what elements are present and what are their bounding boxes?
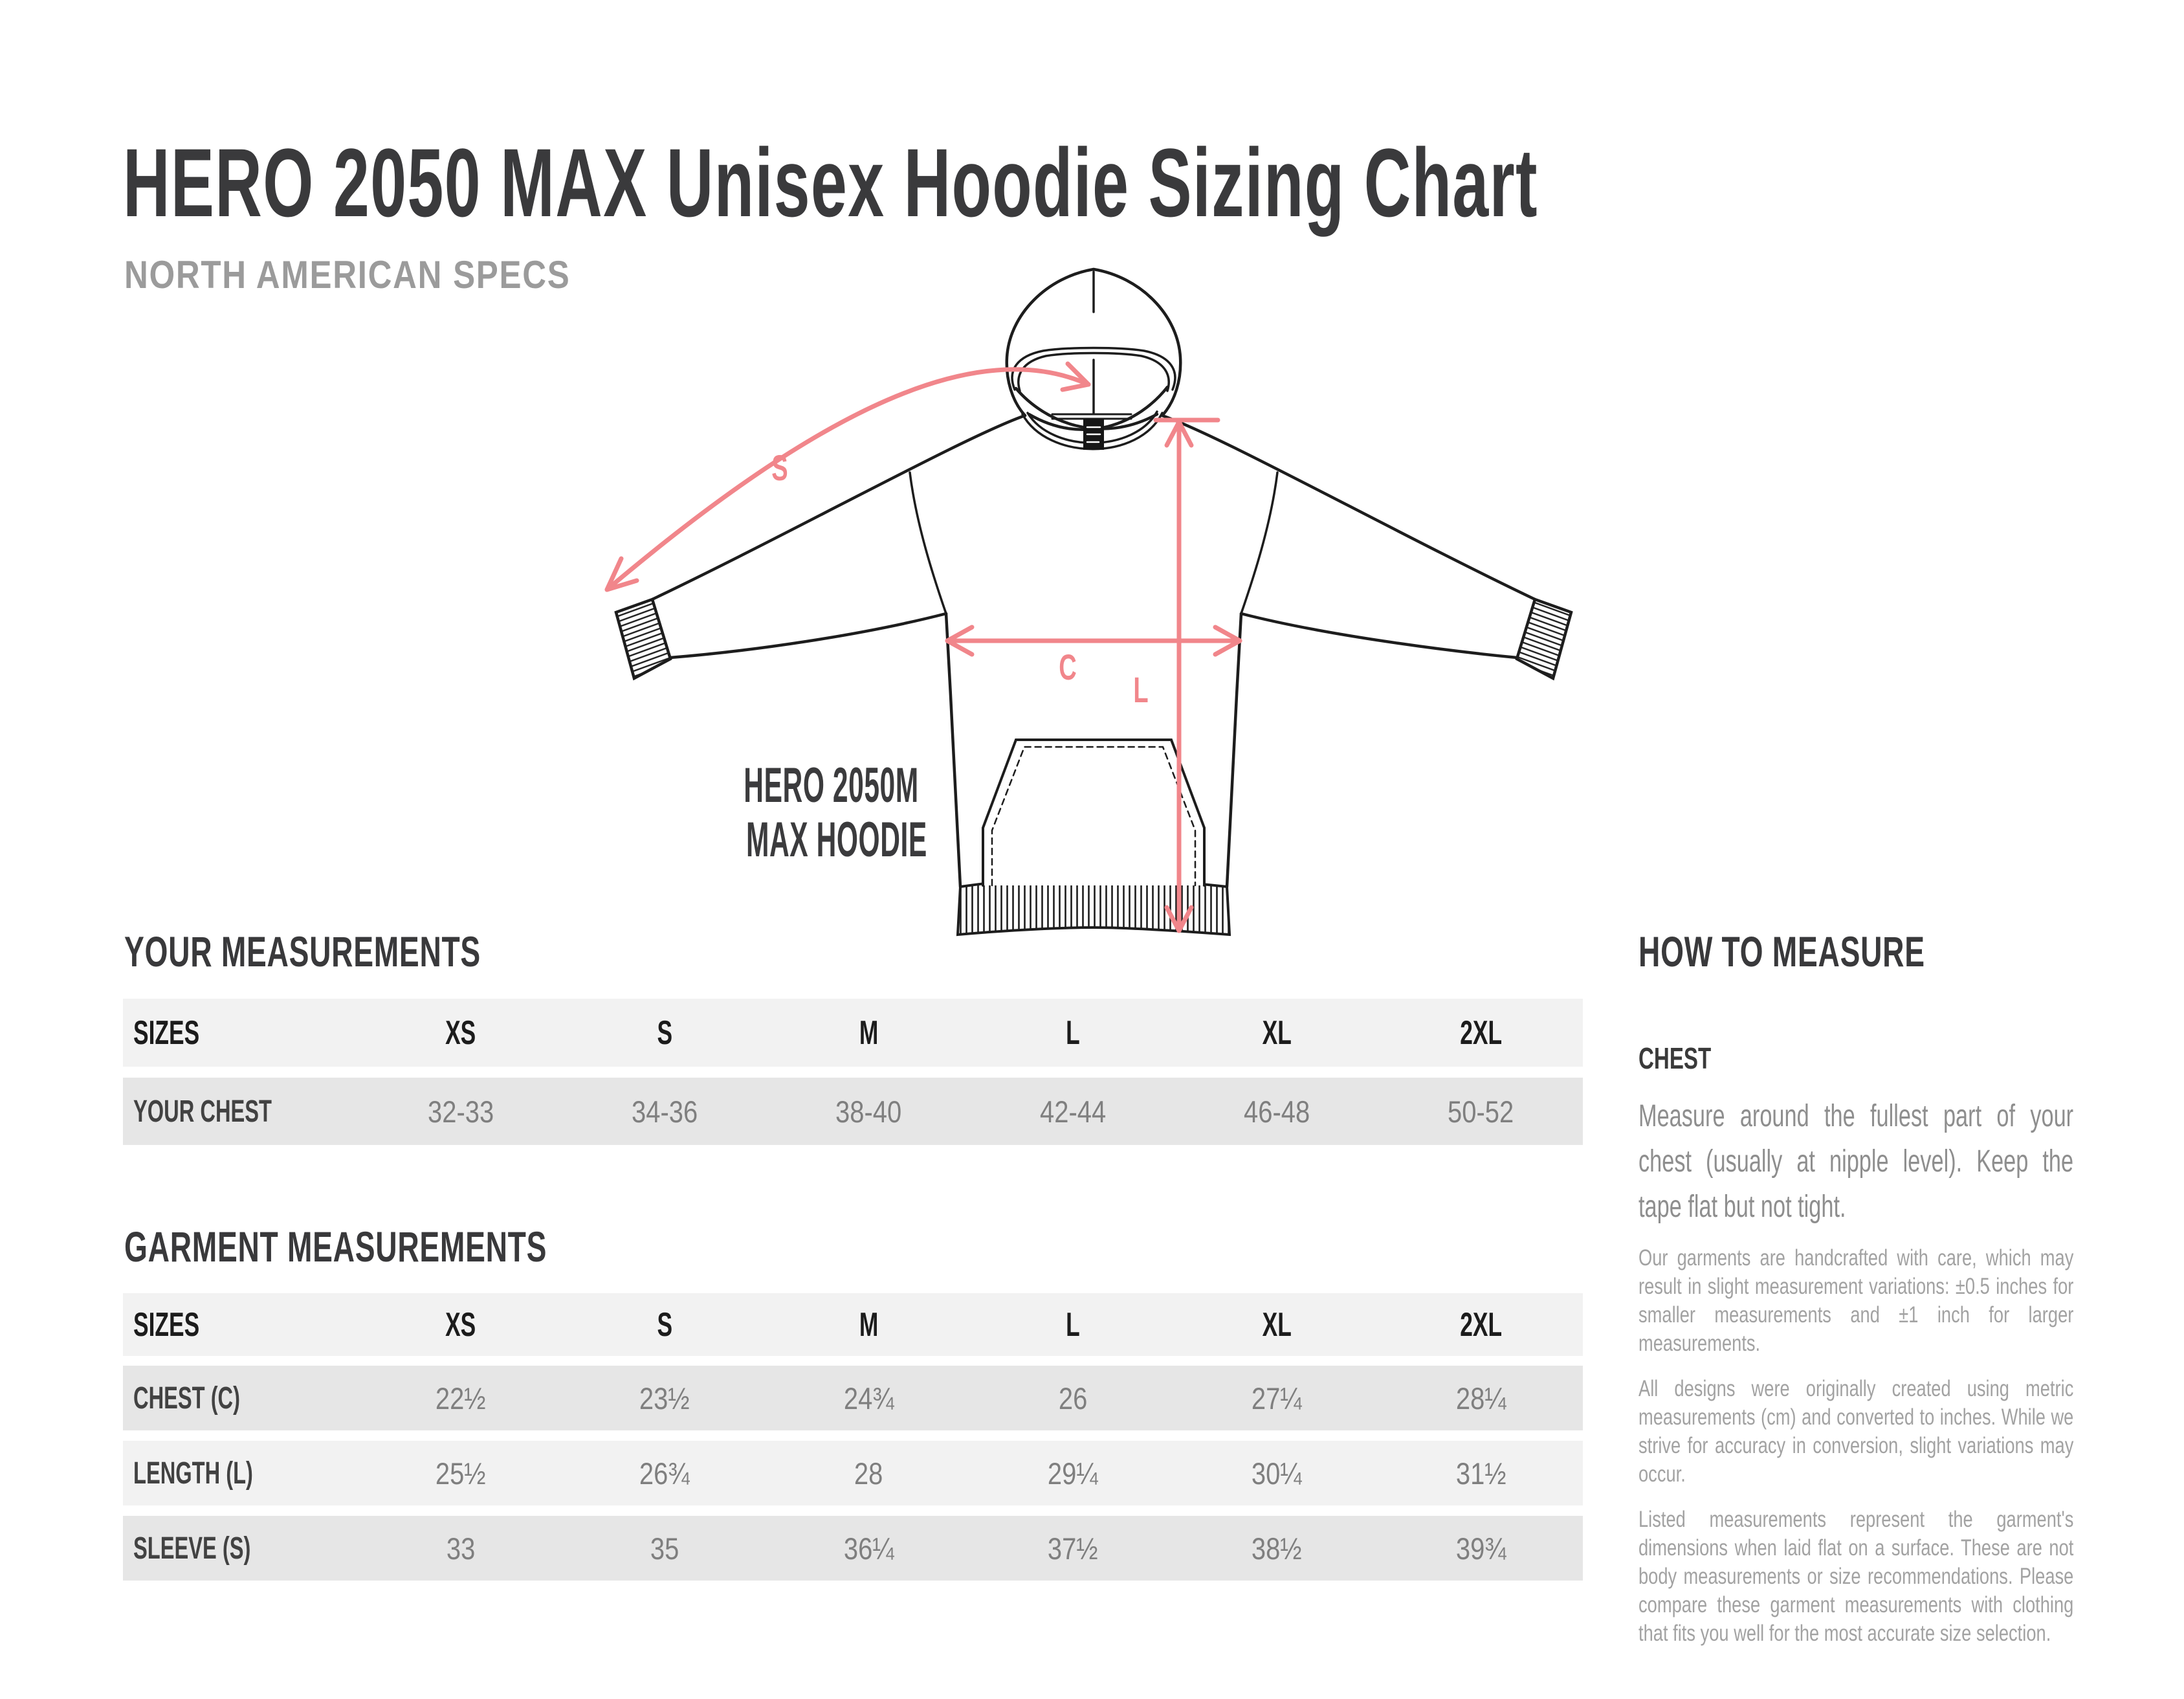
- cell-value: 38-40: [835, 1094, 902, 1129]
- table-row-chest: [123, 1366, 1583, 1430]
- column-header-xl: XL: [1262, 1014, 1292, 1052]
- cell-value: 31½: [1455, 1456, 1506, 1491]
- row-label-chest: CHEST (C): [133, 1381, 241, 1416]
- cell-value: 27¼: [1252, 1381, 1302, 1416]
- right-cuff-rib: [1517, 599, 1571, 678]
- table-row-sleeve: [123, 1516, 1583, 1581]
- cell-value: 25½: [435, 1456, 486, 1491]
- column-header-2xl: 2XL: [1459, 1014, 1502, 1052]
- left-armhole-seam: [910, 472, 946, 614]
- row-label-length: LENGTH (L): [133, 1456, 253, 1491]
- cell-value: 37½: [1047, 1531, 1098, 1566]
- table-row-length: [123, 1441, 1583, 1505]
- how-to-measure-subheading: CHEST: [1638, 1041, 1712, 1075]
- cell-value: 26: [1058, 1381, 1087, 1416]
- product-name-line1: HERO 2050M: [744, 758, 919, 813]
- cell-value: 28: [854, 1456, 883, 1491]
- column-header-s: S: [657, 1305, 672, 1344]
- right-armhole-seam: [1241, 472, 1277, 614]
- how-to-measure-heading: HOW TO MEASURE: [1638, 927, 1925, 975]
- cell-value: 34-36: [631, 1094, 698, 1129]
- page-subtitle-text: NORTH AMERICAN SPECS: [124, 253, 571, 296]
- cell-value: 38½: [1252, 1531, 1302, 1566]
- left-cuff-rib: [616, 599, 670, 678]
- length-arrow-label: L: [1133, 670, 1149, 711]
- left-sleeve-underarm-edge: [670, 614, 946, 658]
- left-side-seam: [946, 614, 960, 887]
- table-header-row: [123, 1293, 1583, 1356]
- cell-value: 33: [446, 1531, 475, 1566]
- column-header-l: L: [1065, 1305, 1080, 1344]
- cell-value: 24¾: [843, 1381, 894, 1416]
- note-variations: Our garments are handcrafted with care, which may result in slight measurement variations: ±0.5 inches for smaller measurements and ±1 inch for larger measurements.: [1638, 1245, 2074, 1356]
- cell-value: 39¾: [1455, 1531, 1506, 1566]
- note-flat-measurements: Listed measurements represent the garment's dimensions when laid flat on a surface. These are not body measurements or size recommendations. Please compare these garment measurements with clothing that fits you well for the most accurate size selection.: [1638, 1507, 2074, 1646]
- column-header-s: S: [657, 1014, 672, 1052]
- column-header-m: M: [859, 1305, 879, 1344]
- cell-value: 35: [650, 1531, 679, 1566]
- product-name-line2: MAX HOODIE: [745, 812, 927, 867]
- product-name-label: [675, 758, 927, 867]
- your-measurements-heading: YOUR MEASUREMENTS: [124, 927, 481, 975]
- cell-value: 32-33: [427, 1094, 494, 1129]
- column-header-xs: XS: [445, 1305, 476, 1344]
- column-header-l: L: [1065, 1014, 1080, 1052]
- right-sleeve-top-edge: [1162, 416, 1535, 599]
- cell-value: 42-44: [1039, 1094, 1106, 1129]
- cell-value: 36¼: [843, 1531, 894, 1566]
- your-measurements-table: [123, 999, 1583, 1145]
- note-metric-conversion: All designs were originally created using metric measurements (cm) and converted to inches. While we strive for accuracy in conversion, slight variations may occur.: [1638, 1376, 2074, 1487]
- arrow-letter-labels: [771, 449, 1148, 711]
- back-neck-lines: [1052, 414, 1131, 419]
- column-header-sizes: SIZES: [133, 1014, 200, 1052]
- column-header-xs: XS: [445, 1014, 476, 1052]
- table-row: [123, 1078, 1583, 1145]
- sleeve-arrowhead-left: [607, 559, 637, 590]
- column-header-xl: XL: [1262, 1305, 1292, 1344]
- garment-measurements-table: [123, 1293, 1583, 1581]
- hood-group: [1007, 269, 1181, 450]
- table-header-row: [123, 999, 1583, 1067]
- cell-value: 50-52: [1448, 1094, 1514, 1129]
- garment-measurements-heading: GARMENT MEASUREMENTS: [124, 1223, 547, 1271]
- right-sleeve-underarm-edge: [1241, 614, 1517, 658]
- column-header-2xl: 2XL: [1459, 1305, 1502, 1344]
- column-header-m: M: [859, 1014, 879, 1052]
- right-side-seam: [1227, 614, 1241, 887]
- kangaroo-pocket: [983, 740, 1204, 885]
- column-header-sizes: SIZES: [133, 1305, 200, 1344]
- cell-value: 28¼: [1455, 1381, 1506, 1416]
- row-label-sleeve: SLEEVE (S): [133, 1531, 251, 1566]
- cell-value: 29¼: [1047, 1456, 1098, 1491]
- disclaimer-notes: [1638, 1244, 2073, 1648]
- cell-value: 23½: [639, 1381, 690, 1416]
- page-title: [123, 129, 2184, 236]
- row-label-your-chest: YOUR CHEST: [133, 1094, 272, 1129]
- how-to-measure-body: Measure around the fullest part of your chest (usually at nipple level). Keep the tape flat but not tight.: [1638, 1099, 2074, 1224]
- page-title-text: HERO 2050 MAX Unisex Hoodie Sizing Chart: [123, 128, 1538, 237]
- cell-value: 22½: [435, 1381, 486, 1416]
- cell-value: 26¾: [639, 1456, 690, 1491]
- sleeve-arrow-label: S: [771, 448, 788, 489]
- cell-value: 46-48: [1243, 1094, 1310, 1129]
- cell-value: 30¼: [1252, 1456, 1302, 1491]
- chest-arrow-label: C: [1059, 647, 1077, 688]
